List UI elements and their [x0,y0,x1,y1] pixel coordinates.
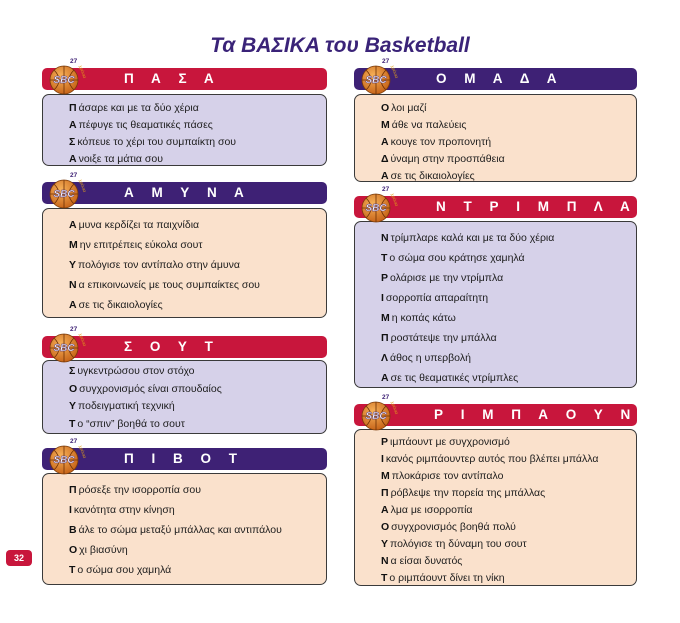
item-text: σε τις θεαματικές ντρίμπλες [390,372,519,384]
svg-text:27: 27 [70,326,78,333]
sbc-logo-icon [42,170,86,210]
svg-text:27: 27 [382,394,390,401]
svg-text:χρόνια: χρόνια [390,192,400,207]
section-title: Ρ Ι Μ Π Α Ο Υ Ν Τ [434,407,664,422]
item-text: η κοπάς κάτω [391,312,456,324]
svg-text:SBC: SBC [53,75,75,86]
item-initial: Ο [69,544,78,556]
item-initial: Π [69,102,77,114]
item-text: κανότητα στην κίνηση [73,504,175,516]
item-initial: Ο [381,102,390,114]
item-list [43,361,326,433]
list-item [381,468,636,485]
item-initial: Σ [69,365,76,377]
item-text: ο σώμα σου χαμηλά [77,564,172,576]
section-box [42,360,327,434]
item-initial: Υ [69,259,77,271]
sbc-logo-icon [354,56,398,96]
list-item [381,502,636,519]
item-initial: Τ [381,572,388,584]
list-item [69,275,326,295]
list-item [69,215,326,235]
section-pivot [42,438,327,585]
section-sout [42,326,327,434]
item-text: ο σώμα σου κράτησε χαμηλά [389,252,525,264]
section-rimpaount [354,394,664,586]
sbc-logo-icon [42,436,86,476]
svg-text:χρόνια: χρόνια [390,400,400,415]
section-title: Ο Μ Α Δ Α [436,71,564,86]
list-item [381,268,636,288]
item-initial: Α [381,170,389,182]
svg-text:SBC: SBC [365,411,387,422]
svg-text:χρόνια: χρόνια [78,332,88,347]
item-initial: Ι [69,504,72,516]
list-item [381,308,636,328]
svg-text:χρόνια: χρόνια [78,178,88,193]
item-initial: Α [381,136,389,148]
item-initial: Μ [381,312,390,324]
list-item [69,235,326,255]
list-item [69,363,326,381]
list-item [69,134,326,151]
svg-text:27: 27 [70,438,78,445]
item-text: ην επιτρέπεις εύκολα σουτ [79,239,203,251]
list-item [381,348,636,368]
svg-text:27: 27 [70,172,78,179]
item-initial: Α [69,153,77,165]
list-item [381,248,636,268]
item-initial: Υ [381,538,389,550]
list-item [381,228,636,248]
section-ntrimpla [354,186,637,388]
item-text: άλε το σώμα μεταξύ μπάλλας και αντιπάλου [78,524,282,536]
item-list [355,430,636,587]
section-box [42,208,327,318]
list-item [381,536,636,553]
list-item [381,100,636,117]
item-initial: Σ [69,136,76,148]
item-list [355,222,636,388]
list-item [381,288,636,308]
list-item [69,117,326,134]
section-box [354,94,637,182]
item-initial: Υ [69,400,77,412]
item-text: λοι μαζί [391,102,427,114]
item-text: μυνα κερδίζει τα παιχνίδια [78,219,200,231]
item-initial: Τ [381,252,388,264]
item-text: ρόβλεψε την πορεία της μπάλλας [390,487,546,499]
sbc-logo-icon [42,324,86,364]
item-text: α επικοινωνείς με τους συμπαίκτες σου [78,279,260,291]
list-item [381,328,636,348]
item-initial: Ο [381,521,390,533]
svg-text:χρόνια: χρόνια [78,444,88,459]
item-initial: Π [381,487,389,499]
section-title: Ν Τ Ρ Ι Μ Π Λ Α [436,199,637,214]
item-text: α είσαι δυνατός [390,555,463,567]
item-text: πολόγισε τη δύναμη του σουτ [390,538,527,550]
item-text: κόπευε το χέρι του συμπαίκτη σου [77,136,237,148]
list-item [381,451,636,468]
svg-text:SBC: SBC [365,203,387,214]
list-item [69,500,326,520]
page-title: Τα ΒΑΣΙΚΑ του Basketball [210,34,470,57]
section-pasa [42,58,327,166]
item-initial: Ρ [381,272,389,284]
item-initial: Α [69,299,77,311]
item-text: χι βιασύνη [79,544,128,556]
svg-text:27: 27 [382,58,390,65]
item-list [43,474,326,580]
section-title: Π Α Σ Α [124,71,221,86]
list-item [69,398,326,416]
item-list [43,95,326,168]
list-item [381,134,636,151]
section-omada [354,58,637,182]
item-text: κουγε τον προπονητή [390,136,492,148]
item-initial: Μ [69,239,78,251]
item-initial: Δ [381,153,389,165]
svg-text:χρόνια: χρόνια [78,64,88,79]
item-initial: Ν [381,555,389,567]
item-text: πέφυγε τις θεαματικές πάσες [78,119,213,131]
section-amyna [42,172,327,318]
item-initial: Τ [69,564,76,576]
list-item [69,540,326,560]
list-item [381,434,636,451]
svg-text:27: 27 [70,58,78,65]
item-initial: Λ [381,352,389,364]
item-text: άσαρε και με τα δύο χέρια [78,102,199,114]
list-item [69,295,326,315]
section-box [42,473,327,585]
svg-text:SBC: SBC [53,343,75,354]
item-list [355,95,636,185]
item-initial: Π [381,332,389,344]
item-text: λμα με ισορροπία [390,504,473,516]
list-item [381,368,636,388]
item-text: πλοκάρισε τον αντίπαλο [391,470,504,482]
list-item [69,381,326,399]
item-initial: Ι [381,292,384,304]
list-item [381,151,636,168]
item-text: συγχρονισμός είναι σπουδαίος [79,382,222,395]
item-initial: Π [69,484,77,496]
section-title: Α Μ Υ Ν Α [124,185,251,200]
item-text: νοιξε τα μάτια σου [78,153,163,165]
sbc-logo-icon [354,392,398,432]
item-initial: Α [69,219,77,231]
svg-text:27: 27 [382,186,390,193]
svg-text:SBC: SBC [53,455,75,466]
item-initial: Ν [381,232,389,244]
item-text: ποδειγματική τεχνική [78,400,175,412]
item-text: ο ριμπάουντ δίνει τη νίκη [389,572,505,584]
list-item [69,520,326,540]
item-text: ο “σπιν” βοηθά το σουτ [77,417,185,430]
sbc-logo-icon [354,184,398,224]
list-item [69,416,326,434]
page-number: 32 [6,550,32,566]
item-text: σε τις δικαιολογίες [78,299,163,311]
item-initial: Α [381,504,389,516]
list-item [69,255,326,275]
item-text: πολόγισε τον αντίπαλο στην άμυνα [78,259,240,271]
item-list [43,209,326,315]
item-text: ολάρισε με την ντρίμπλα [390,272,504,284]
item-text: ιμπάουντ με συγχρονισμό [390,436,510,448]
item-text: τρίμπλαρε καλά και με τα δύο χέρια [390,232,555,244]
item-text: ροστάτεψε την μπάλλα [390,332,497,344]
item-initial: Ν [69,279,77,291]
list-item [381,519,636,536]
item-initial: Β [69,524,77,536]
list-item [381,570,636,587]
item-text: άθος η υπερβολή [390,352,471,364]
item-initial: Α [69,119,77,131]
item-text: κανός ριμπάουντερ αυτός που βλέπει μπάλλα [385,453,599,465]
item-text: σορροπία απαραίτητη [385,292,489,304]
list-item [69,480,326,500]
list-item [69,560,326,580]
section-title: Σ Ο Υ Τ [124,339,220,354]
section-title: Π Ι Β Ο Τ [124,451,244,466]
item-text: ρόσεξε την ισορροπία σου [78,484,201,496]
svg-text:SBC: SBC [53,189,75,200]
svg-text:χρόνια: χρόνια [390,64,400,79]
item-text: σε τις δικαιολογίες [390,170,475,182]
item-text: συγχρονισμός βοηθά πολύ [391,521,516,533]
item-initial: Μ [381,119,390,131]
item-initial: Ι [381,453,384,465]
item-text: ύναμη στην προσπάθεια [390,153,505,165]
item-initial: Ο [69,382,78,395]
list-item [381,485,636,502]
item-text: άθε να παλεύεις [391,119,467,131]
section-box [354,221,637,388]
list-item [381,553,636,570]
item-initial: Ρ [381,436,389,448]
svg-text:SBC: SBC [365,75,387,86]
item-initial: Τ [69,417,76,430]
item-initial: Α [381,372,389,384]
section-box [42,94,327,166]
list-item [69,100,326,117]
item-initial: Μ [381,470,390,482]
list-item [69,151,326,168]
section-box [354,429,637,586]
list-item [381,117,636,134]
item-text: υγκεντρώσου στον στόχο [77,365,195,377]
sbc-logo-icon [42,56,86,96]
list-item [381,168,636,185]
